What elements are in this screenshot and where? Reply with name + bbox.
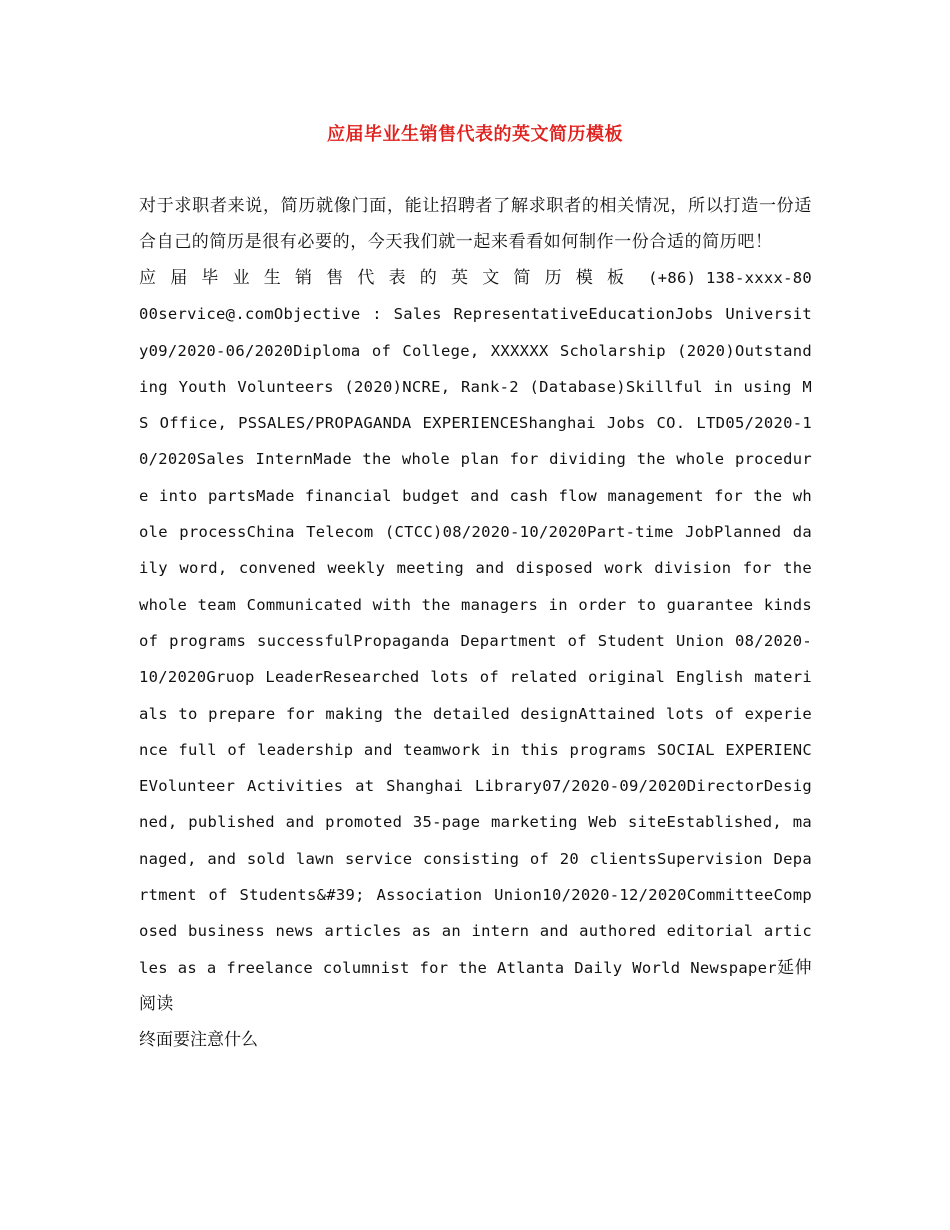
- intro-paragraph: 对于求职者来说，简历就像门面，能让招聘者了解求职者的相关情况，所以打造一份适合自己的简历是很有必要的，今天我们就一起来看看如何制作一份合适的简历吧！: [139, 196, 812, 252]
- document-title: 应届毕业生销售代表的英文简历模板: [327, 124, 623, 145]
- resume-heading: 应届毕业生销售代表的英文简历模板: [139, 268, 639, 288]
- next-topic-link[interactable]: 终面要注意什么: [139, 1030, 258, 1051]
- resume-body: (+86) 138-xxxx-8000service@.comObjective : Sales RepresentativeEducationJobs University09/2020-06/2020Diploma of College, XXXXXX Scholarship (2020)Outstanding Youth Volunteers (2020)NCRE, Rank-2 (Database)Skillful in using MS Office, PSSALES/PROPAGANDA EXPERIENCEShanghai Jobs CO. LTD05/2020-10/2020Sales InternMade the whole plan for dividing the whole procedure into partsMade financial budget and cash flow management for the whole processChina Telecom (CTCC)08/2020-10/2020Part-time JobPlanned daily word, convened weekly meeting and disposed work division for the whole team Communicated with the managers in order to guarantee kinds of programs successfulPropaganda Department of Student Union 08/2020-10/2020Gruop LeaderResearched lots of related original English materials to prepare for making the detailed designAttained lots of experience full of leadership and teamwork in this programs SOCIAL EXPERIENCEVolunteer Activities at Shanghai Library07/2020-09/2020DirectorDesigned, published and promoted 35-page marketing Web siteEstablished, managed, and sold lawn service consisting of 20 clientsSupervision Department of Students&#39; Association Union10/2020-12/2020CommitteeComposed business news articles as an intern and authored editorial articles as a freelance columnist for the Atlanta Daily World Newspaper: [139, 269, 813, 977]
- resume-paragraph: [139, 260, 812, 1022]
- document-content: [139, 188, 812, 1058]
- further-reading-link[interactable]: 延伸阅读: [139, 957, 812, 1014]
